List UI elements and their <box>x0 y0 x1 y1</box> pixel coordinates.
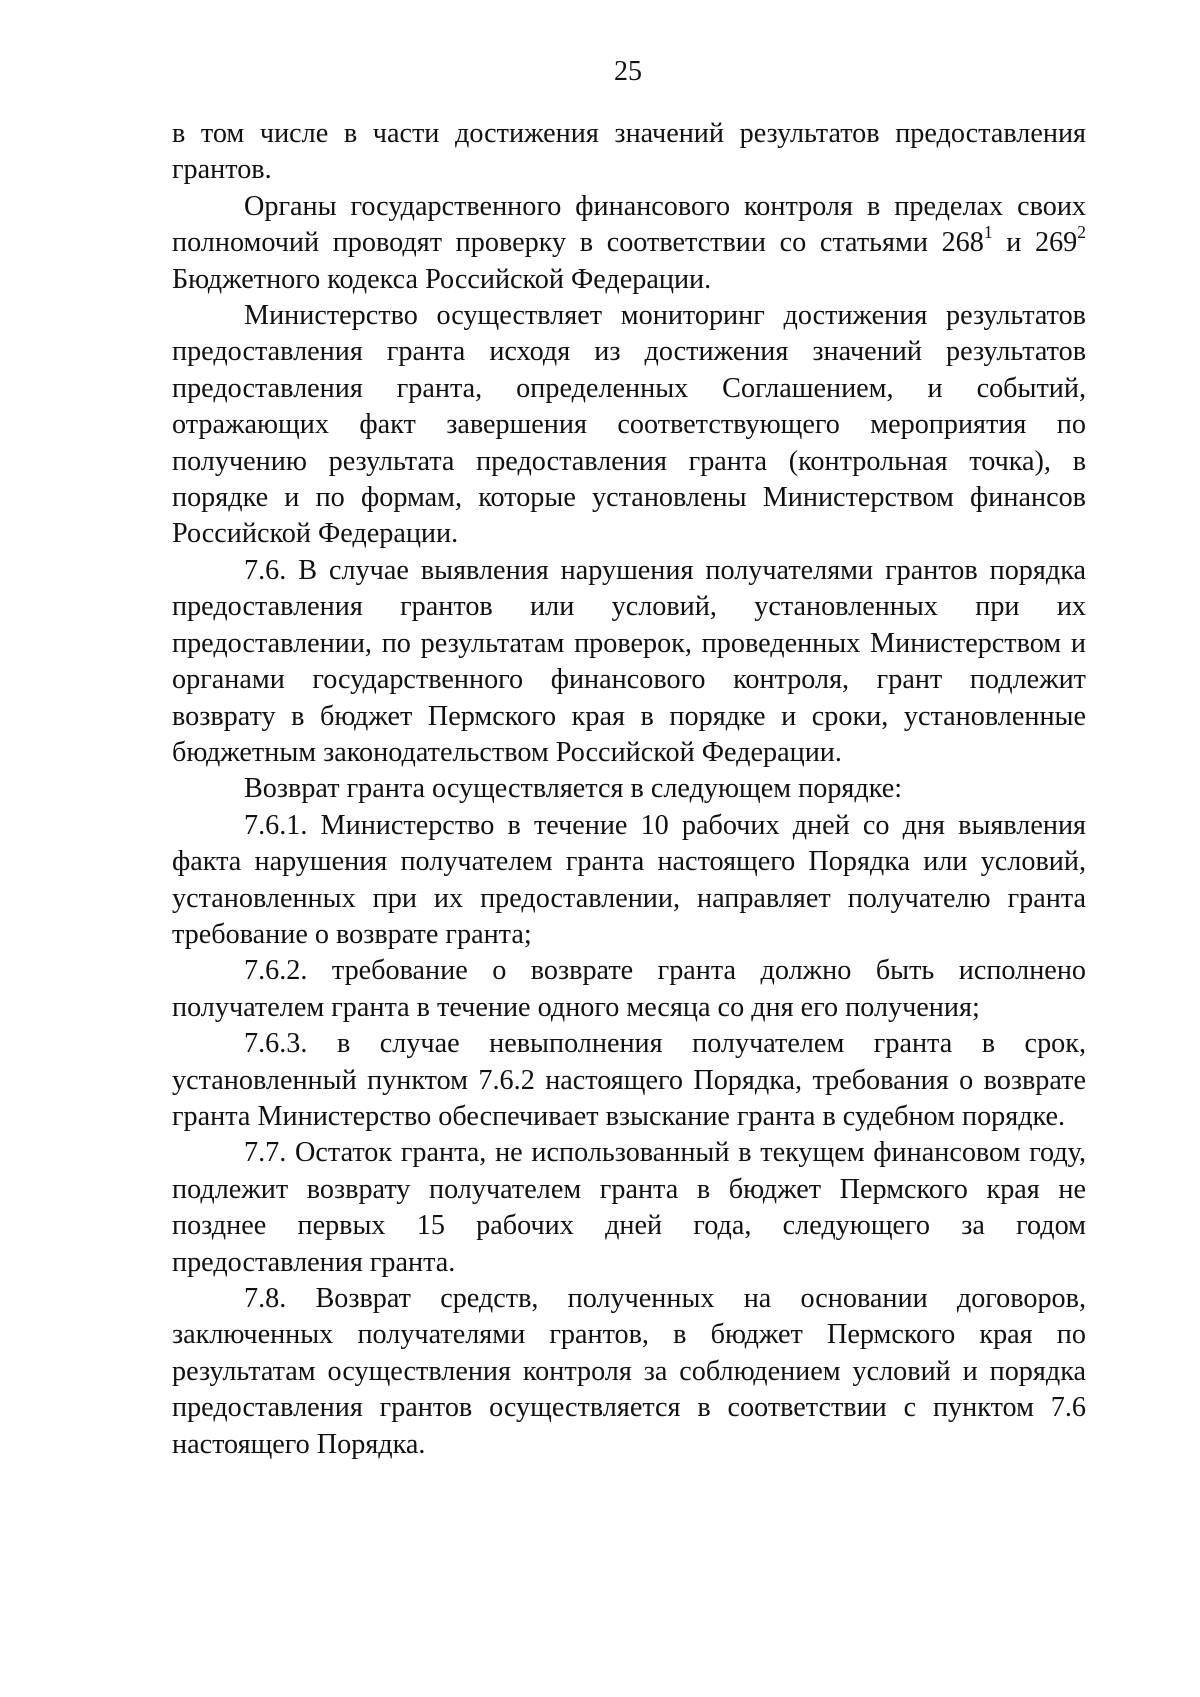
paragraph-financial-control <box>172 189 1086 298</box>
superscript: 1 <box>983 222 993 243</box>
paragraph-7-6-3: 7.6.3. в случае невыполнения получателем гранта в срок, установленный пунктом 7.6.2 настоящего Порядка, требования о возврате гранта Министерство обеспечивает взыскание гранта в судебном порядке. <box>172 1028 1086 1132</box>
paragraph-text: и 269 <box>992 227 1078 259</box>
paragraph-continuation: в том числе в части достижения значений результатов предоставления грантов. <box>172 118 1086 186</box>
paragraph-7-6: 7.6. В случае выявления нарушения получателями грантов порядка предоставления грантов или условий, установленных при их предоставлении, по результатам проверок, проведенных Министерством и органами государственного финансового контроля, грант подлежит возврату в бюджет Пермского края в порядке и сроки, установленные бюджетным законодательством Российской Федерации. <box>172 554 1086 768</box>
paragraph-7-6-2: 7.6.2. требование о возврате гранта должно быть исполнено получателем гранта в течение одного месяца со дня его получения; <box>172 955 1086 1023</box>
paragraph-text: Органы государственного финансового контроля в пределах своих полномочий проводят проверку в соответствии со статьями 268 <box>172 190 1086 259</box>
document-body <box>172 116 1086 1463</box>
page-number: 25 <box>614 56 642 87</box>
paragraph-monitoring: Министерство осуществляет мониторинг достижения результатов предоставления гранта исходя из достижения значений результатов предоставления гранта, определенных Соглашением, и событий, отражающих факт завершения соответствующего мероприятия по получению результата предоставления гранта (контрольная точка), в порядке и по формам, которые установлены Министерством финансов Российской Федерации. <box>172 300 1086 550</box>
paragraph-return-order: Возврат гранта осуществляется в следующем порядке: <box>244 773 903 805</box>
paragraph-7-8: 7.8. Возврат средств, полученных на основании договоров, заключенных получателями грантов, в бюджет Пермского края по результатам осуществления контроля за соблюдением условий и порядка предоставления грантов осуществляется в соответствии с пунктом 7.6 настоящего Порядка. <box>172 1283 1086 1460</box>
paragraph-7-6-1: 7.6.1. Министерство в течение 10 рабочих дней со дня выявления факта нарушения получателем гранта настоящего Порядка или условий, установленных при их предоставлении, направляет получателю гранта требование о возврате гранта; <box>172 809 1086 950</box>
paragraph-7-7: 7.7. Остаток гранта, не использованный в текущем финансовом году, подлежит возврату получателем гранта в бюджет Пермского края не позднее первых 15 рабочих дней года, следующего за годом предоставления гранта. <box>172 1137 1086 1278</box>
paragraph-text: Бюджетного кодекса Российской Федерации. <box>172 263 712 295</box>
superscript: 2 <box>1077 222 1086 243</box>
